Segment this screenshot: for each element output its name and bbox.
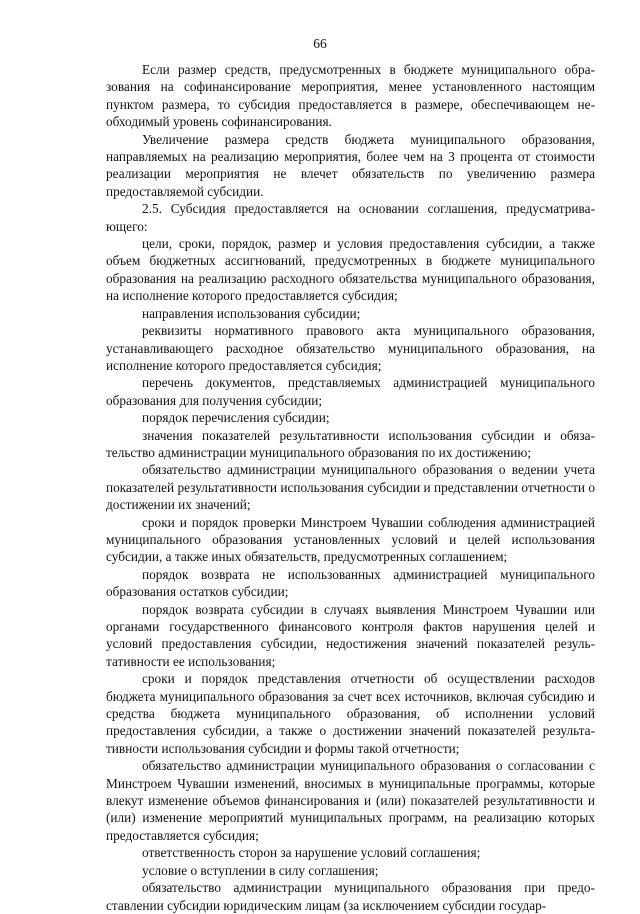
list-item-parties-liability: ответственность сторон за нарушение условий соглашения; <box>142 845 481 861</box>
list-item-entry-into-force: условие о вступлении в силу соглашения; <box>142 862 379 878</box>
list-item-unused-remainder-return: порядок возврата не использованных администрацией муниципального образования остатков субсидии; <box>106 566 595 600</box>
list-item-legal-act-details: реквизиты нормативного правового акта муниципального образования, устанавливающего расходное обязательство муниципального образования, на исполнение которого предоставляется субсидия; <box>106 323 595 373</box>
list-item-program-changes-approval: обязательство администрации муниципального образования о согласовании с Минстроем Чувашии изменений, вносимых в муниципальные программы, которые влекут изменение объемов финансирования и (или) показателей результативности и (или) изменение мероприятий муниципальных программ, на реализацию которых предоставляется субсидия; <box>106 758 595 843</box>
list-item-performance-indicators: значения показателей результативности использования субсидии и обязательство администрации муниципального образования по их достижению; <box>106 427 595 460</box>
list-item-transfer-procedure: порядок перечисления субсидии; <box>142 410 330 426</box>
list-item-reporting-terms: сроки и порядок представления отчетности об осуществлении расходов бюджета муниципального образования за счет всех источников, включая субсидию и средства бюджета муниципального образования, об исполнении условий предоставления субсидии, а также о достижении значений показателей результативности использования субсидии и формы такой отчетности; <box>106 671 595 756</box>
paragraph-budget-increase: Увеличение размера средств бюджета муниципального образования, направляемых на реализацию мероприятия, более чем на 3 процента от стоимости реализации мероприятия не влечет обязательств по увеличению размера предоставляемой субсидии. <box>106 131 595 199</box>
list-item-accounting-obligation: обязательство администрации муниципального образования о ведении учета показателей результативности использования субсидии и представлении отчетности о достижении их значений; <box>106 462 595 513</box>
list-item-goals-terms: цели, сроки, порядок, размер и условия предоставления субсидии, а также объем бюджетных ассигнований, предусмотренных в бюджете муниципального образования на реализацию расходного обязательства муниципального образования, на исполнение которого предоставляется субсидия; <box>106 236 595 304</box>
paragraph-agreement-basis: 2.5. Субсидия предоставляется на основании соглашения, предусматривающего: <box>106 201 595 234</box>
page-number: 66 <box>313 36 327 51</box>
document-body <box>106 61 595 914</box>
list-item-usage-directions: направления использования субсидии; <box>142 305 361 321</box>
list-item-documents-list: перечень документов, представляемых администрацией муниципального образования для получения субсидии; <box>106 375 595 408</box>
list-item-violation-return: порядок возврата субсидии в случаях выявления Минстроем Чувашии или органами государственного финансового контроля фактов нарушения целей и условий предоставления субсидии, недостижения значений показателей результативности ее использования; <box>106 601 595 669</box>
list-item-legal-entities-obligation: обязательство администрации муниципального образования при предоставлении субсидии юридическим лицам (за исключением субсидии государ- <box>106 880 595 913</box>
paragraph-cofinancing-size: Если размер средств, предусмотренных в бюджете муниципального образования на софинансирование мероприятия, менее установленного настоящим пунктом размера, то субсидия предоставляется в размере, обеспечивающем необходимый уровень софинансирования. <box>106 62 595 130</box>
list-item-compliance-check: сроки и порядок проверки Минстроем Чувашии соблюдения администрацией муниципального образования установленных условий и целей использования субсидии, а также иных обязательств, предусмотренных соглашением; <box>106 514 595 565</box>
